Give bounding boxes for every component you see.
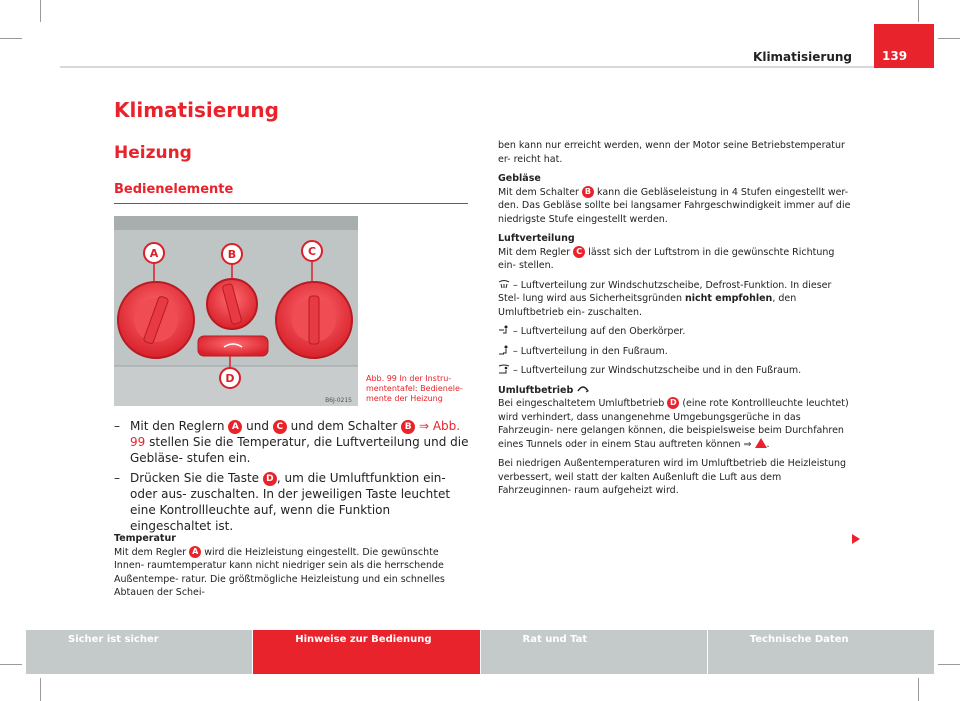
blower-heading: Gebläse (498, 173, 541, 184)
badge-b: B (401, 420, 415, 434)
bullet-item: – Drücken Sie die Taste D , um die Umluftfunktion ein- oder aus- zuschalten. In der jeweiligen Taste leuchtet eine Kontrollleuchte auf, wenn die Funktion eingeschaltet ist. (114, 471, 451, 533)
chapter-title: Klimatisierung (114, 98, 279, 122)
subsection-rule (114, 203, 468, 204)
figure-code: B6J-0215 (325, 397, 352, 404)
temperature-section: Temperatur Mit dem Regler A wird die Heizleistung eingestellt. Die gewünschte Innen- raumtemperatur kann nicht niedriger sein als die herrschende Außentempe- ratur. Die größtmögliche Heizleistung und ein schnelles Abtauen der Schei- (114, 532, 470, 606)
crop-mark (40, 678, 41, 701)
badge-b: B (582, 186, 594, 198)
tab-rat-und-tat[interactable]: Rat und Tat (481, 630, 707, 674)
label-d: D (225, 372, 235, 385)
recirculation-heading: Umluftbetrieb (498, 384, 854, 398)
page-number: 139 (874, 24, 934, 68)
badge-a: A (189, 546, 201, 558)
figure-link[interactable]: ⇒ Abb. 99 (130, 419, 461, 449)
right-column: ben kann nur erreicht werden, wenn der Motor seine Betriebstemperatur er- reicht hat. Gebläse Mit dem Schalter B kann die Gebläseleistung in 4 Stufen eingestellt wer- den. Das Gebläse sollte bei langsamer Fahrgeschwindigkeit immer auf die niedrigste Stufe eingestellt werden. Luftverteilung Mit dem Regler C lässt sich der Luftstrom in die gewünschte Richtung ein- stellen. – Luftverteilung zur Windschutzscheibe, Defrost-Funktion. In dieser Stel- lung wird aus Sicherheitsgründen nicht empfohlen, den Umluftbetrieb ein- zuschalten. – Luftverteilung auf den Oberkörper. – Luftverteilung in den Fußraum. – Luftverteilung zur Windschutzscheibe und in den Fußraum. Umluftbetrieb Bei eingeschaltetem Umluftbetrieb D (eine rote Kontrollleuchte leuchtet) wird verhindert, dass unangenehme Umgebungsgerüche in das Fahrzeugin- nere gelangen können, die beispielsweise beim Durchfahren eines Tunnels oder in einem Stau auftreten können ⇒ . Bei niedrigen Außentemperaturen wird im Umluftbetrieb die Heizleistung verbessert, weil statt der kalten Außenluft die Luft aus dem Fahrzeuginnen- raum aufgeheizt wird. (498, 139, 854, 504)
header-title: Klimatisierung (753, 50, 852, 64)
bullet-item: – Mit den Reglern A und C und dem Schalter B ⇒ Abb. 99 stellen Sie die Temperatur, die Luftverteilung und die Gebläse- stufen ein. (114, 419, 469, 465)
recirculation-icon (577, 384, 589, 394)
subsection-title: Bedienelemente (114, 182, 234, 197)
badge-c: C (573, 246, 585, 258)
upper-body-airflow-icon (498, 325, 510, 335)
label-c: C (307, 245, 317, 258)
label-b: B (227, 248, 237, 261)
badge-c: C (273, 420, 287, 434)
heater-controls-figure (114, 216, 358, 406)
warning-icon[interactable] (755, 438, 767, 448)
badge-d: D (667, 397, 679, 409)
footwell-airflow-icon (498, 345, 510, 355)
continuation-text: ben kann nur erreicht werden, wenn der Motor seine Betriebstemperatur er- reicht hat. (498, 140, 845, 165)
badge-a: A (228, 420, 242, 434)
crop-mark (0, 664, 22, 665)
air-distribution-heading: Luftverteilung (498, 233, 575, 244)
crop-mark (938, 38, 960, 39)
footer-tabs (26, 630, 934, 674)
badge-d: D (263, 472, 277, 486)
crop-mark (938, 664, 960, 665)
heater-controls-illustration (114, 216, 358, 406)
header-rule (60, 66, 874, 68)
tab-technische-daten[interactable]: Technische Daten (708, 630, 934, 674)
figure-caption: Abb. 99 In der Instru- mententafel: Bedienele- mente der Heizung (366, 374, 463, 403)
crop-mark (918, 678, 919, 701)
windshield-footwell-airflow-icon (498, 364, 510, 374)
temperature-heading: Temperatur (114, 533, 176, 544)
label-a: A (149, 247, 159, 260)
recirc-button (198, 336, 268, 356)
final-paragraph: Bei niedrigen Außentemperaturen wird im Umluftbetrieb die Heizleistung verbessert, weil statt der kalten Außenluft die Luft aus dem Fahrzeuginnen- raum aufgeheizt wird. (498, 458, 847, 496)
section-title: Heizung (114, 143, 192, 163)
crop-mark (0, 38, 22, 39)
windshield-defrost-icon (498, 279, 510, 289)
tab-sicher-ist-sicher[interactable]: Sicher ist sicher (26, 630, 252, 674)
next-page-arrow-icon[interactable] (852, 534, 860, 544)
tab-hinweise-zur-bedienung[interactable]: Hinweise zur Bedienung (253, 630, 479, 674)
crop-mark (40, 0, 41, 22)
crop-mark (918, 0, 919, 22)
